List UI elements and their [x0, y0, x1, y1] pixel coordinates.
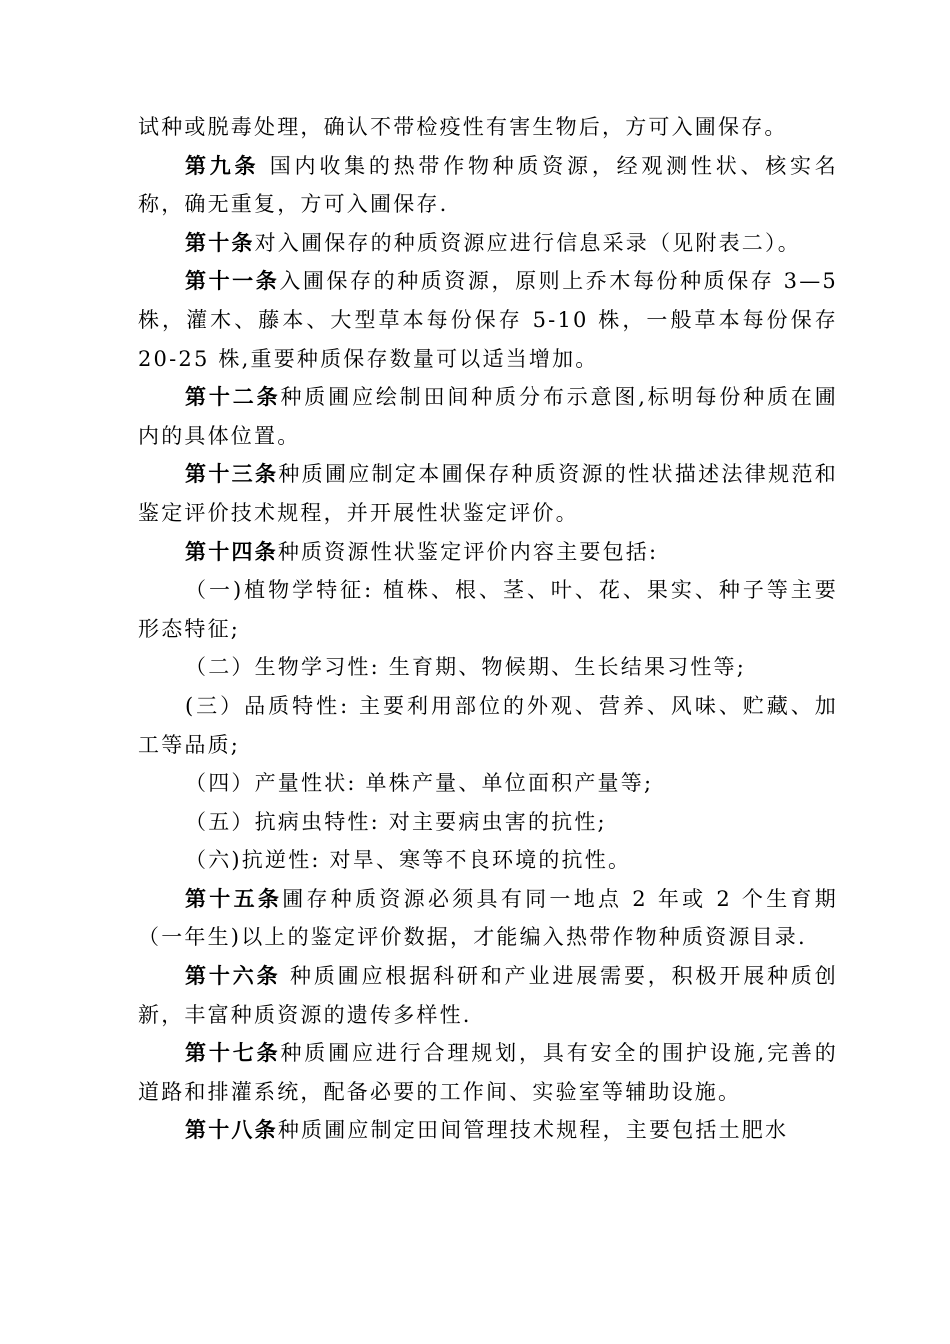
article-heading: 第十四条 [185, 538, 278, 564]
article-15 [138, 880, 838, 957]
article-13 [138, 455, 838, 532]
article-10 [138, 224, 838, 263]
article-12 [138, 378, 838, 455]
article-text: 种质圃应根据科研和产业进展需要，积极开展种质创新，丰富种质资源的遗传多样性. [138, 964, 838, 1027]
article-text: 种质圃应制定田间管理技术规程，主要包括土肥水 [277, 1118, 789, 1143]
article-text: 种质圃应进行合理规划，具有安全的围护设施,完善的道路和排灌系统，配备必要的工作间、实验室等辅助设施。 [138, 1041, 838, 1104]
article-heading: 第十条 [185, 229, 255, 255]
list-item-text: （五）抗病虫特性: 对主要病虫害的抗性; [185, 809, 607, 834]
list-item-text: （一)植物学特征: 植株、根、茎、叶、花、果实、种子等主要形态特征; [138, 578, 838, 641]
article-text: 对入圃保存的种质资源应进行信息采录（见附表二）。 [254, 230, 801, 255]
list-item [138, 687, 838, 764]
list-item [138, 841, 838, 880]
article-heading: 第十五条 [185, 885, 283, 911]
article-9 [138, 147, 838, 224]
article-18 [138, 1111, 838, 1150]
article-text: 种质资源性状鉴定评价内容主要包括: [277, 539, 659, 564]
article-heading: 第十一条 [185, 268, 280, 294]
list-item [138, 571, 838, 648]
article-heading: 第十六条 [185, 963, 281, 989]
article-11 [138, 262, 838, 378]
list-item [138, 648, 838, 687]
article-heading: 第十八条 [185, 1117, 278, 1143]
list-item-text: （二）生物学习性: 生育期、物候期、生长结果习性等; [185, 655, 747, 680]
article-text: 国内收集的热带作物种质资源，经观测性状、核实名称，确无重复，方可入圃保存. [138, 153, 838, 217]
article-16 [138, 957, 838, 1034]
paragraph-text: 试种或脱毒处理，确认不带检疫性有害生物后，方可入圃保存。 [138, 115, 788, 139]
article-heading: 第十七条 [185, 1040, 281, 1066]
list-item [138, 764, 838, 803]
paragraph [138, 108, 838, 147]
article-text: 种质圃应绘制田间种质分布示意图,标明每份种质在圃内的具体位置。 [138, 385, 838, 448]
list-item [138, 803, 838, 842]
list-item-text: （六)抗逆性: 对旱、寒等不良环境的抗性。 [185, 848, 632, 873]
article-text: 种质圃应制定本圃保存种质资源的性状描述法律规范和鉴定评价技术规程，并开展性状鉴定评价。 [138, 462, 838, 525]
list-item-text: (三）品质特性: 主要利用部位的外观、营养、风味、贮藏、加工等品质; [138, 693, 838, 757]
article-14 [138, 533, 838, 572]
article-heading: 第十二条 [185, 384, 281, 410]
article-17 [138, 1034, 838, 1111]
list-item-text: （四）产量性状: 单株产量、单位面积产量等; [185, 771, 654, 796]
article-text: 圃存种质资源必须具有同一地点 2 年或 2 个生育期（一年生)以上的鉴定评价数据，才能编入热带作物种质资源目录. [138, 886, 838, 950]
article-text: 入圃保存的种质资源，原则上乔木每份种质保存 3—5 株，灌木、藤本、大型草本每份保存 5-10 株，一般草本每份保存 20-25 株,重要种质保存数量可以适当增加。 [138, 269, 838, 371]
article-heading: 第九条 [185, 152, 260, 178]
document-body [138, 108, 838, 1150]
article-heading: 第十三条 [185, 461, 279, 487]
